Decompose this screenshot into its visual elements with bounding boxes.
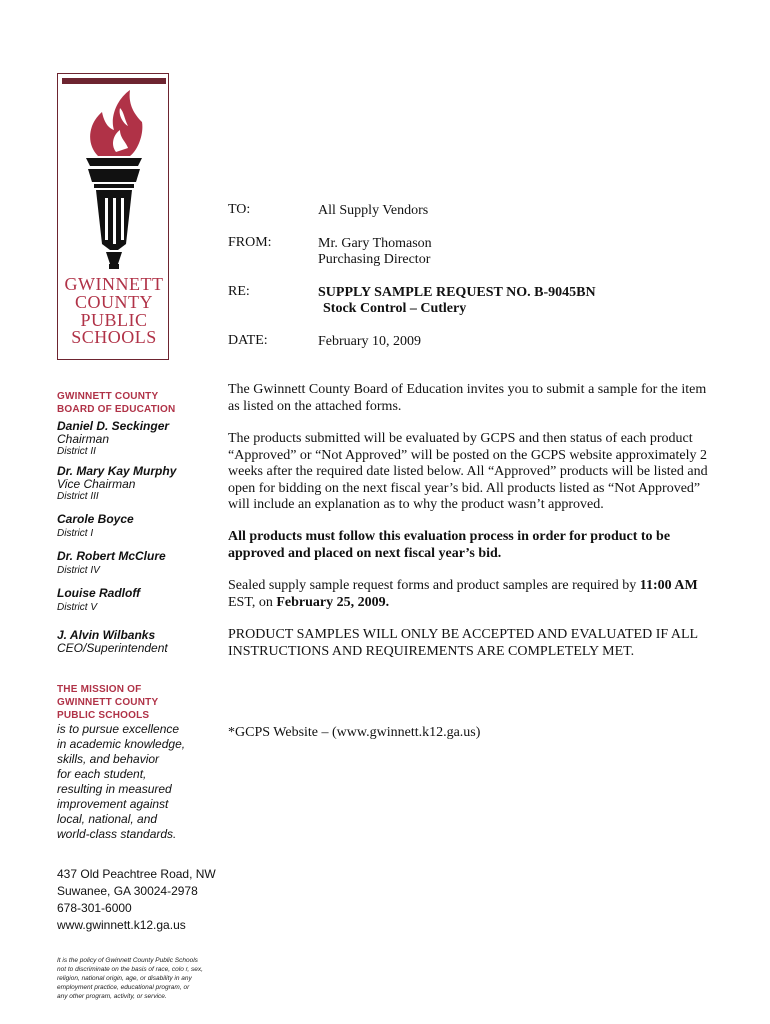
logo-text-schools: SCHOOLS [71, 327, 157, 347]
re-label: RE: [228, 284, 250, 299]
member-role: Vice Chairman [57, 477, 136, 491]
member-name: J. Alvin Wilbanks [57, 628, 156, 642]
to-label: TO: [228, 202, 251, 217]
date-label: DATE: [228, 333, 268, 348]
member-role: CEO/Superintendent [57, 641, 168, 655]
website-link[interactable]: www.gwinnett.k12.ga.us [57, 918, 186, 932]
logo-text-gwinnett: GWINNETT [64, 274, 164, 294]
re-value-request: SUPPLY SAMPLE REQUEST NO. B-9045BN [318, 285, 596, 300]
member-district: District III [57, 491, 99, 502]
member-name: Carole Boyce [57, 512, 134, 526]
deadline-date: February 25, 2009. [276, 594, 390, 610]
mission-heading-line1: THE MISSION OF [57, 684, 142, 695]
board-heading-line2: BOARD OF EDUCATION [57, 404, 176, 415]
address-line: Suwanee, GA 30024-2978 [57, 884, 198, 898]
from-value-name: Mr. Gary Thomason [318, 236, 432, 251]
mission-line: for each student, [57, 767, 147, 781]
website-paragraph: *GCPS Website – (www.gwinnett.k12.ga.us) [228, 725, 481, 740]
deadline-time: 11:00 AM [639, 578, 698, 593]
mission-line: world-class standards. [57, 827, 177, 841]
intro-paragraph: The Gwinnett County Board of Education invites you to submit a sample for the item as listed on the attached forms. [228, 382, 707, 414]
policy-line: It is the policy of Gwinnett County Public Schools [57, 957, 198, 964]
district-logo [57, 73, 169, 360]
logo-text-public: PUBLIC [80, 310, 148, 330]
member-role: Chairman [57, 432, 110, 446]
member-name: Louise Radloff [57, 586, 141, 600]
deadline-paragraph [228, 578, 708, 611]
to-value: All Supply Vendors [318, 203, 429, 218]
mission-line: is to pursue excellence [57, 722, 180, 736]
mission-heading-line2: GWINNETT COUNTY [57, 697, 159, 708]
mission-line: local, national, and [57, 812, 158, 826]
date-value: February 10, 2009 [318, 334, 422, 349]
policy-line: religion, national origin, age, or disability in any [57, 975, 192, 982]
re-value-subject: Stock Control – Cutlery [323, 301, 467, 316]
member-name: Dr. Robert McClure [57, 549, 166, 563]
policy-line: not to discriminate on the basis of race, colo r, sex, [57, 966, 203, 973]
mission-line: resulting in measured [57, 782, 172, 796]
mission-heading-line3: PUBLIC SCHOOLS [57, 710, 150, 721]
address-line: 678-301-6000 [57, 901, 132, 915]
member-name: Dr. Mary Kay Murphy [57, 464, 177, 478]
deadline-text: Sealed supply sample request forms and product samples are required by [228, 578, 640, 593]
deadline-text-2: EST, on [228, 594, 277, 610]
mission-line: in academic knowledge, [57, 737, 186, 751]
logo-text-county: COUNTY [75, 292, 153, 312]
requirements-paragraph: PRODUCT SAMPLES WILL ONLY BE ACCEPTED AND EVALUATED IF ALL INSTRUCTIONS AND REQUIREMENTS ARE COMPLETELY MET. [228, 627, 698, 659]
from-label: FROM: [228, 235, 272, 250]
policy-line: any other program, activity, or service. [57, 993, 167, 1000]
mission-line: skills, and behavior [57, 752, 160, 766]
mission-line: improvement against [57, 797, 169, 811]
member-district: District IV [57, 565, 100, 576]
evaluation-paragraph: The products submitted will be evaluated by GCPS and then status of each product “Approved” or “Not Approved” will be posted on the GCPS website approximately 2 weeks after the required date listed below. All “Approved” products will be listed and open for bidding on the next fiscal year’s bid. All products listed as “Not Approved” will include an explanation as to why the product wasn’t approved. [228, 431, 708, 512]
from-value-title: Purchasing Director [318, 252, 431, 267]
board-sidebar [57, 390, 217, 1001]
member-name: Daniel D. Seckinger [57, 419, 170, 433]
board-heading-line1: GWINNETT COUNTY [57, 391, 159, 402]
member-district: District II [57, 446, 96, 457]
address-line: 437 Old Peachtree Road, NW [57, 867, 216, 881]
member-district: District V [57, 602, 97, 613]
policy-line: employment practice, educational program, or [57, 984, 190, 991]
member-district: District I [57, 528, 94, 539]
process-paragraph: All products must follow this evaluation process in order for product to be approved and placed on next fiscal year’s bid. [228, 529, 671, 561]
